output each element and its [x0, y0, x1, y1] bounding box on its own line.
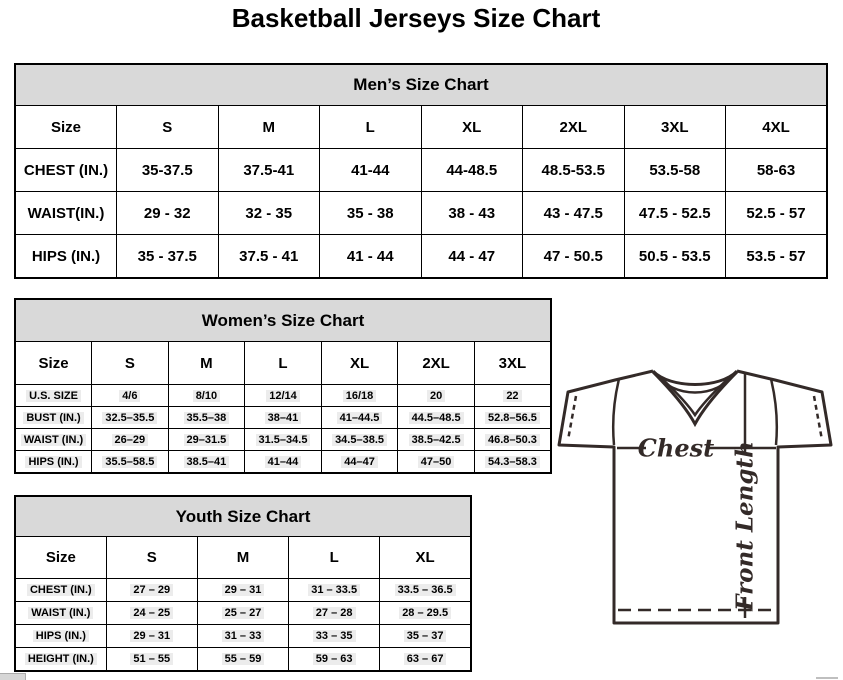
table-cell — [197, 579, 288, 602]
shaded-value: 51 – 55 — [130, 653, 173, 665]
shaded-value: 41–44.5 — [337, 412, 383, 424]
shaded-value: 38–41 — [265, 412, 302, 424]
table-cell: 50.5 - 53.5 — [624, 235, 726, 279]
table-cell: 53.5 - 57 — [726, 235, 828, 279]
table-row — [15, 235, 827, 279]
row-label: HIPS (IN.) — [15, 235, 117, 279]
table-cell: 37.5 - 41 — [218, 235, 320, 279]
shaded-value: 31 – 33.5 — [308, 584, 360, 596]
table-cell — [245, 407, 322, 429]
column-header: S — [106, 537, 197, 579]
column-header: 2XL — [398, 342, 475, 385]
shaded-value: 31.5–34.5 — [256, 434, 311, 446]
shaded-value: 54.3–58.3 — [485, 456, 540, 468]
table-cell — [474, 385, 551, 407]
shaded-value: 47–50 — [418, 456, 455, 468]
table-cell — [197, 602, 288, 625]
column-header: M — [197, 537, 288, 579]
shaded-value: 26–29 — [112, 434, 149, 446]
table-title-row — [15, 299, 551, 342]
shaded-value: 38.5–41 — [184, 456, 230, 468]
table-cell — [168, 451, 245, 474]
table-cell: 53.5-58 — [624, 149, 726, 192]
table-cell — [289, 648, 380, 672]
shaded-value: 25 – 27 — [222, 607, 265, 619]
table-cell: 35 - 37.5 — [117, 235, 219, 279]
shaded-value: 41–44 — [265, 456, 302, 468]
table-cell: 58-63 — [726, 149, 828, 192]
table-cell: 44-48.5 — [421, 149, 523, 192]
table-title: Women’s Size Chart — [15, 299, 551, 342]
table-cell — [474, 429, 551, 451]
table-cell — [92, 451, 169, 474]
table-cell — [92, 407, 169, 429]
shaded-value: 55 – 59 — [222, 653, 265, 665]
row-label — [15, 451, 92, 474]
table-header-row — [15, 537, 471, 579]
table-cell: 43 - 47.5 — [523, 192, 625, 235]
column-header: XL — [321, 342, 398, 385]
shaded-value: 33 – 35 — [313, 630, 356, 642]
table-cell — [106, 602, 197, 625]
table-cell — [289, 625, 380, 648]
page-title: Basketball Jerseys Size Chart — [231, 3, 601, 33]
table-cell — [168, 407, 245, 429]
shaded-value: 4/6 — [119, 390, 140, 402]
shaded-value: WAIST (IN.) — [28, 607, 93, 619]
front-length-label: Front Length — [731, 441, 759, 611]
shaded-value: 34.5–38.5 — [332, 434, 387, 446]
table-cell — [245, 451, 322, 474]
column-header: 4XL — [726, 106, 828, 149]
shaded-value: BUST (IN.) — [23, 412, 83, 424]
table-cell — [474, 451, 551, 474]
shaded-value: 33.5 – 36.5 — [395, 584, 456, 596]
shaded-value: 8/10 — [193, 390, 220, 402]
table-row — [15, 385, 551, 407]
column-header: Size — [15, 342, 92, 385]
table-row — [15, 429, 551, 451]
table-cell: 35-37.5 — [117, 149, 219, 192]
table-cell: 44 - 47 — [421, 235, 523, 279]
table-title: Men’s Size Chart — [15, 64, 827, 106]
column-header: Size — [15, 106, 117, 149]
table-cell — [380, 625, 471, 648]
table-cell — [289, 602, 380, 625]
row-label — [15, 579, 106, 602]
table-row — [15, 602, 471, 625]
shaded-value: 32.5–35.5 — [102, 412, 157, 424]
table-row — [15, 625, 471, 648]
row-label: WAIST(IN.) — [15, 192, 117, 235]
mens-size-chart-table — [14, 63, 828, 279]
shaded-value: HIPS (IN.) — [25, 456, 81, 468]
shaded-value: 27 – 28 — [313, 607, 356, 619]
table-cell: 38 - 43 — [421, 192, 523, 235]
shaded-value: CHEST (IN.) — [27, 584, 95, 596]
table-cell: 41-44 — [320, 149, 422, 192]
table-cell: 41 - 44 — [320, 235, 422, 279]
table-cell — [168, 429, 245, 451]
table-row — [15, 451, 551, 474]
row-label — [15, 602, 106, 625]
shaded-value: 29 – 31 — [130, 630, 173, 642]
shaded-value: 38.5–42.5 — [409, 434, 464, 446]
table-cell — [245, 429, 322, 451]
right-cuff-dashed-line — [814, 396, 822, 440]
column-header: L — [289, 537, 380, 579]
row-label — [15, 385, 92, 407]
column-header: 3XL — [474, 342, 551, 385]
row-label — [15, 429, 92, 451]
table-cell — [321, 451, 398, 474]
table-title-row — [15, 496, 471, 537]
column-header: Size — [15, 537, 106, 579]
column-header: 3XL — [624, 106, 726, 149]
table-cell — [106, 625, 197, 648]
table-cell — [398, 429, 475, 451]
jersey-outline — [559, 371, 831, 623]
shaded-value: 29–31.5 — [184, 434, 230, 446]
chest-label: Chest — [637, 433, 715, 463]
table-cell — [321, 385, 398, 407]
table-cell: 37.5-41 — [218, 149, 320, 192]
womens-size-chart-table — [14, 298, 552, 474]
table-cell — [245, 385, 322, 407]
column-header: XL — [380, 537, 471, 579]
table-cell — [321, 429, 398, 451]
table-cell: 47.5 - 52.5 — [624, 192, 726, 235]
shaded-value: 27 – 29 — [130, 584, 173, 596]
table-cell — [92, 429, 169, 451]
table-cell — [106, 579, 197, 602]
table-cell — [106, 648, 197, 672]
shaded-value: 29 – 31 — [222, 584, 265, 596]
shaded-value: 35.5–38 — [184, 412, 230, 424]
table-cell — [197, 648, 288, 672]
table-cell — [289, 579, 380, 602]
shaded-value: 46.8–50.3 — [485, 434, 540, 446]
right-armhole-seam — [771, 379, 777, 445]
column-header: S — [117, 106, 219, 149]
shaded-value: 35 – 37 — [404, 630, 447, 642]
shaded-value: 22 — [503, 390, 521, 402]
table-cell — [398, 385, 475, 407]
table-cell — [398, 407, 475, 429]
table-row — [15, 579, 471, 602]
shaded-value: 63 – 67 — [404, 653, 447, 665]
shaded-value: 44–47 — [341, 456, 378, 468]
column-header: M — [218, 106, 320, 149]
column-header: S — [92, 342, 169, 385]
column-header: L — [245, 342, 322, 385]
row-label — [15, 407, 92, 429]
table-header-row — [15, 106, 827, 149]
left-cuff-dashed-line — [568, 396, 576, 440]
shaded-value: 31 – 33 — [222, 630, 265, 642]
table-cell: 47 - 50.5 — [523, 235, 625, 279]
table-cell — [380, 602, 471, 625]
table-cell — [168, 385, 245, 407]
column-header: M — [168, 342, 245, 385]
table-title-row — [15, 64, 827, 106]
table-row — [15, 407, 551, 429]
row-label — [15, 625, 106, 648]
table-row — [15, 192, 827, 235]
table-cell — [197, 625, 288, 648]
table-cell — [380, 648, 471, 672]
shaded-value: 52.8–56.5 — [485, 412, 540, 424]
youth-size-chart-table — [14, 495, 472, 672]
table-cell: 35 - 38 — [320, 192, 422, 235]
column-header: XL — [421, 106, 523, 149]
table-cell: 52.5 - 57 — [726, 192, 828, 235]
column-header: L — [320, 106, 422, 149]
table-cell — [398, 451, 475, 474]
shaded-value: 12/14 — [266, 390, 300, 402]
left-armhole-seam — [613, 379, 619, 445]
column-header: 2XL — [523, 106, 625, 149]
shaded-value: HEIGHT (IN.) — [25, 653, 97, 665]
table-cell — [321, 407, 398, 429]
shaded-value: 20 — [427, 390, 445, 402]
row-label — [15, 648, 106, 672]
table-cell: 32 - 35 — [218, 192, 320, 235]
shaded-value: 16/18 — [343, 390, 377, 402]
shaded-value: 28 – 29.5 — [399, 607, 451, 619]
row-label: CHEST (IN.) — [15, 149, 117, 192]
shaded-value: 59 – 63 — [313, 653, 356, 665]
shaded-value: U.S. SIZE — [26, 390, 81, 402]
shaded-value: 24 – 25 — [130, 607, 173, 619]
shaded-value: 44.5–48.5 — [409, 412, 464, 424]
shaded-value: HIPS (IN.) — [33, 630, 89, 642]
table-title: Youth Size Chart — [15, 496, 471, 537]
table-cell — [92, 385, 169, 407]
table-cell — [380, 579, 471, 602]
table-header-row — [15, 342, 551, 385]
jersey-measurement-diagram — [555, 360, 843, 635]
shaded-value: 35.5–58.5 — [102, 456, 157, 468]
table-row — [15, 648, 471, 672]
table-cell: 48.5-53.5 — [523, 149, 625, 192]
table-row — [15, 149, 827, 192]
table-cell — [474, 407, 551, 429]
shaded-value: WAIST (IN.) — [21, 434, 86, 446]
table-cell: 29 - 32 — [117, 192, 219, 235]
